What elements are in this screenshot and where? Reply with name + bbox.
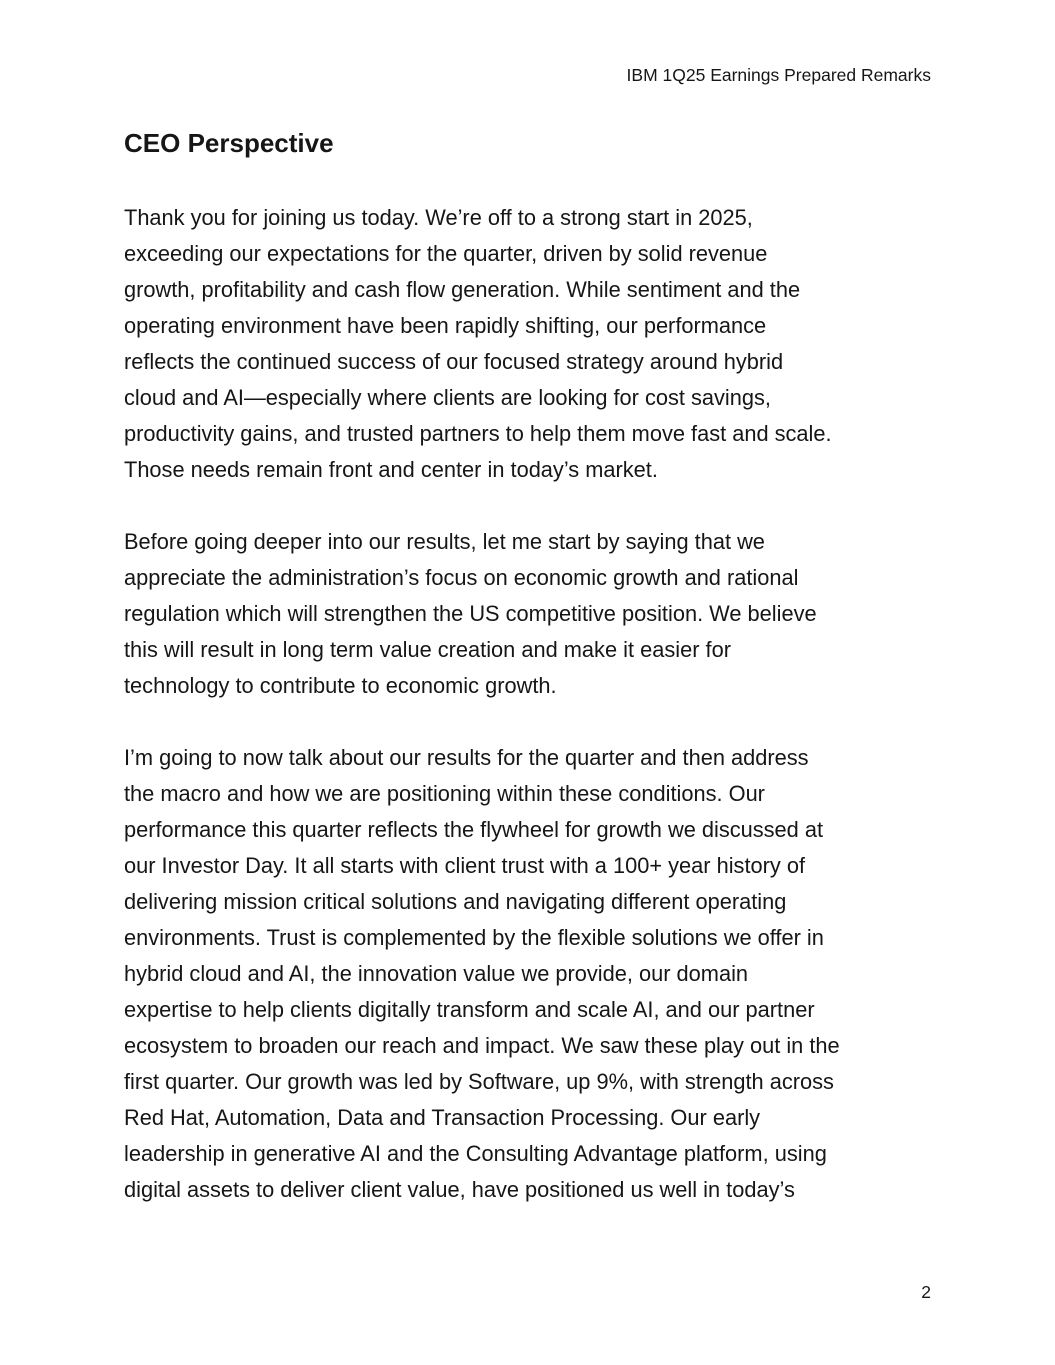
- paragraph-line: digital assets to deliver client value, have positioned us well in today’s: [124, 1177, 795, 1202]
- paragraph-line: environments. Trust is complemented by the flexible solutions we offer in: [124, 925, 824, 950]
- paragraph-line: expertise to help clients digitally transform and scale AI, and our partner: [124, 997, 815, 1022]
- paragraph-line: reflects the continued success of our focused strategy around hybrid: [124, 349, 784, 374]
- paragraph-line: performance this quarter reflects the flywheel for growth we discussed at: [124, 817, 824, 842]
- paragraph-line: operating environment have been rapidly shifting, our performance: [124, 313, 767, 338]
- paragraph-line: first quarter. Our growth was led by Software, up 9%, with strength across: [124, 1069, 834, 1094]
- paragraph-line: growth, profitability and cash flow generation. While sentiment and the: [124, 277, 801, 302]
- page-content: [124, 124, 934, 1208]
- paragraph-line: hybrid cloud and AI, the innovation value we provide, our domain: [124, 961, 749, 986]
- paragraph-line: productivity gains, and trusted partners to help them move fast and scale.: [124, 421, 832, 446]
- paragraph-line: ecosystem to broaden our reach and impact. We saw these play out in the: [124, 1033, 840, 1058]
- paragraph-line: regulation which will strengthen the US competitive position. We believe: [124, 601, 817, 626]
- page-number: 2: [921, 1282, 931, 1302]
- paragraph-line: Those needs remain front and center in today’s market.: [124, 457, 658, 482]
- paragraph-line: this will result in long term value creation and make it easier for: [124, 637, 731, 662]
- paragraph-line: Before going deeper into our results, let me start by saying that we: [124, 529, 765, 554]
- section-title: CEO Perspective: [124, 128, 334, 158]
- paragraph-line: Thank you for joining us today. We’re off to a strong start in 2025,: [124, 205, 753, 230]
- paragraph-line: Red Hat, Automation, Data and Transaction Processing. Our early: [124, 1105, 761, 1130]
- paragraph-line: delivering mission critical solutions and navigating different operating: [124, 889, 787, 914]
- paragraph-line: technology to contribute to economic growth.: [124, 673, 557, 698]
- paragraph-line: cloud and AI—especially where clients are looking for cost savings,: [124, 385, 771, 410]
- paragraph-line: leadership in generative AI and the Consulting Advantage platform, using: [124, 1141, 827, 1166]
- document-header-title: IBM 1Q25 Earnings Prepared Remarks: [626, 65, 931, 85]
- paragraph-line: exceeding our expectations for the quarter, driven by solid revenue: [124, 241, 768, 266]
- paragraph-line: the macro and how we are positioning within these conditions. Our: [124, 781, 765, 806]
- paragraph-line: appreciate the administration’s focus on economic growth and rational: [124, 565, 799, 590]
- paragraph-2: [124, 524, 934, 704]
- paragraph-line: I’m going to now talk about our results for the quarter and then address: [124, 745, 809, 770]
- paragraph-3: [124, 740, 934, 1208]
- paragraph-line: our Investor Day. It all starts with client trust with a 100+ year history of: [124, 853, 806, 878]
- paragraph-1: [124, 200, 934, 488]
